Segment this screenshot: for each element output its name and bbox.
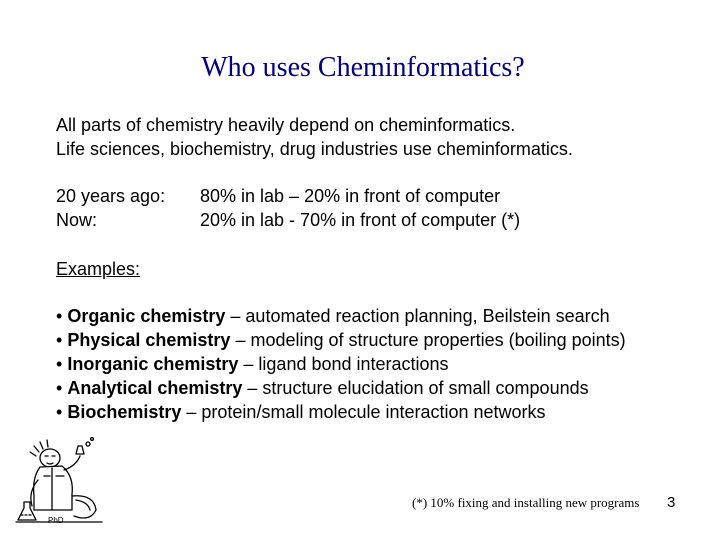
chemist-flask-icon bbox=[14, 436, 106, 528]
example-topic: Organic chemistry bbox=[67, 306, 226, 326]
footnote: (*) 10% fixing and installing new programs bbox=[412, 495, 640, 510]
example-topic: Biochemistry bbox=[67, 402, 182, 422]
intro-line: All parts of chemistry heavily depend on cheminformatics. bbox=[56, 115, 516, 135]
comparison-value: 20% in lab - 70% in front of computer (*) bbox=[200, 210, 521, 230]
comparison-label: 20 years ago: bbox=[56, 186, 166, 206]
example-item bbox=[56, 352, 626, 376]
page-number: 3 bbox=[667, 494, 676, 511]
example-item bbox=[56, 400, 626, 424]
example-topic: Physical chemistry bbox=[67, 330, 231, 350]
examples-list bbox=[56, 304, 626, 424]
example-description: – modeling of structure properties (boiling points) bbox=[235, 330, 626, 350]
bullet: • bbox=[56, 402, 63, 422]
comparison-row bbox=[56, 208, 520, 232]
slide-title: Who uses Cheminformatics? bbox=[201, 52, 525, 83]
comparison-row bbox=[56, 184, 520, 208]
example-description: – ligand bond interactions bbox=[243, 354, 449, 374]
bullet: • bbox=[56, 378, 63, 398]
bullet: • bbox=[56, 354, 63, 374]
bullet: • bbox=[56, 306, 63, 326]
example-item bbox=[56, 376, 626, 400]
lab-vs-computer-comparison bbox=[56, 184, 520, 232]
intro-text bbox=[56, 113, 573, 161]
example-description: – structure elucidation of small compounds bbox=[247, 378, 589, 398]
example-topic: Analytical chemistry bbox=[67, 378, 243, 398]
intro-line: Life sciences, biochemistry, drug industries use cheminformatics. bbox=[56, 139, 573, 159]
bullet: • bbox=[56, 330, 63, 350]
example-topic: Inorganic chemistry bbox=[67, 354, 239, 374]
comparison-label: Now: bbox=[56, 210, 98, 230]
example-description: – automated reaction planning, Beilstein search bbox=[230, 306, 610, 326]
examples-heading: Examples: bbox=[56, 259, 141, 279]
example-description: – protein/small molecule interaction networks bbox=[186, 402, 546, 422]
example-item bbox=[56, 328, 626, 352]
example-item bbox=[56, 304, 626, 328]
mascot-caption: PhD bbox=[48, 516, 64, 525]
comparison-value: 80% in lab – 20% in front of computer bbox=[200, 186, 501, 206]
